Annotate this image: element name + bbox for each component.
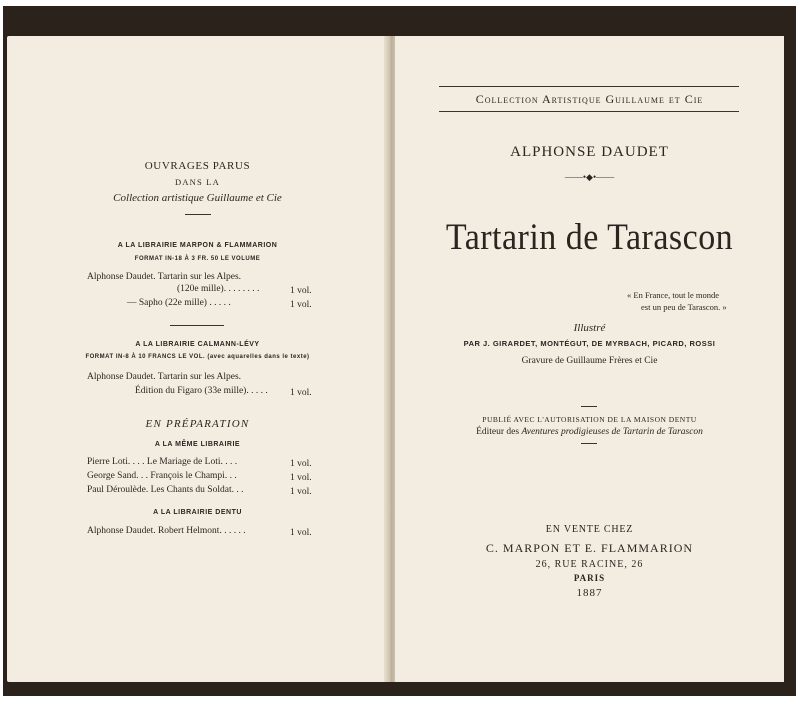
left-page bbox=[7, 36, 388, 682]
entry-tartarin-alpes-figaro: Alphonse Daudet. Tartarin sur les Alpes. bbox=[87, 372, 242, 382]
epigraph-line2: est un peu de Tarascon. » bbox=[641, 302, 727, 312]
entry-deroulede: Paul Déroulède. Les Chants du Soldat. . . bbox=[87, 485, 244, 495]
entry-sapho: — Sapho (22e mille) . . . . . bbox=[127, 298, 231, 308]
entry-tartarin-alpes: Alphonse Daudet. Tartarin sur les Alpes. bbox=[87, 272, 242, 282]
left-heading-ouvrages: OUVRAGES PARUS bbox=[144, 160, 251, 172]
left-heading-dans-la: DANS LA bbox=[175, 177, 220, 187]
publisher-address: 26, RUE RACINE, 26 bbox=[535, 559, 644, 570]
vol-label: 1 vol. bbox=[290, 487, 312, 497]
meme-librairie-title: A LA MÊME LIBRAIRIE bbox=[154, 441, 241, 448]
gravure-line: Gravure de Guillaume Frères et Cie bbox=[521, 356, 658, 366]
section-dentu-title: A LA LIBRAIRIE DENTU bbox=[153, 509, 242, 516]
section-marpon-format: FORMAT IN-18 À 3 FR. 50 LE VOLUME bbox=[134, 256, 261, 262]
illustrators-line: PAR J. GIRARDET, MONTÉGUT, DE MYRBACH, PICARD, ROSSI bbox=[463, 339, 716, 348]
editeur-line bbox=[395, 427, 784, 437]
entry-loti: Pierre Loti. . . . Le Mariage de Loti. . . . bbox=[87, 457, 238, 467]
editeur-prefix: Éditeur des bbox=[476, 427, 522, 437]
divider bbox=[170, 325, 224, 326]
section-calmann-format: FORMAT IN-8 À 10 FRANCS LE VOL. (avec aquarelles dans le texte) bbox=[85, 354, 310, 360]
divider bbox=[581, 443, 597, 444]
publication-year: 1887 bbox=[576, 587, 603, 599]
divider bbox=[581, 406, 597, 407]
section-calmann-title: A LA LIBRAIRIE CALMANN-LÉVY bbox=[135, 341, 260, 348]
ornament-divider: ——•◆•—— bbox=[564, 172, 615, 182]
author-name: ALPHONSE DAUDET bbox=[510, 144, 669, 160]
publisher-city: PARIS bbox=[573, 573, 606, 583]
entry-edition-figaro: Édition du Figaro (33e mille). . . . . bbox=[135, 386, 268, 396]
entry-robert-helmont: Alphonse Daudet. Robert Helmont. . . . . . bbox=[87, 526, 246, 536]
top-rule bbox=[439, 86, 739, 87]
section-marpon-title: A LA LIBRAIRIE MARPON & FLAMMARION bbox=[117, 242, 278, 249]
en-vente-chez: EN VENTE CHEZ bbox=[545, 524, 634, 535]
vol-label: 1 vol. bbox=[290, 473, 312, 483]
vol-label: 1 vol. bbox=[290, 286, 312, 296]
bottom-rule bbox=[439, 111, 739, 112]
epigraph-line1: « En France, tout le monde bbox=[627, 290, 720, 300]
right-page bbox=[395, 36, 784, 682]
editeur-work: Aventures prodigieuses de Tartarin de Tarascon bbox=[521, 427, 703, 437]
divider bbox=[185, 214, 211, 215]
book-title: Tartarin de Tarascon bbox=[445, 217, 734, 258]
open-book bbox=[3, 6, 796, 696]
publisher-name: C. MARPON ET E. FLAMMARION bbox=[485, 541, 694, 555]
vol-label: 1 vol. bbox=[290, 388, 312, 398]
en-preparation-title: EN PRÉPARATION bbox=[145, 418, 250, 430]
vol-label: 1 vol. bbox=[290, 528, 312, 538]
entry-tartarin-alpes-mille: (120e mille). . . . . . . . bbox=[177, 284, 260, 294]
authorisation-line: PUBLIÉ AVEC L'AUTORISATION DE LA MAISON DENTU bbox=[482, 415, 697, 424]
entry-sand: George Sand. . . François le Champi. . . bbox=[87, 471, 237, 481]
illustre-label: Illustré bbox=[573, 322, 606, 334]
vol-label: 1 vol. bbox=[290, 459, 312, 469]
left-heading-collection: Collection artistique Guillaume et Cie bbox=[113, 192, 282, 204]
collection-line: Collection Artistique Guillaume et Cie bbox=[475, 92, 704, 106]
vol-label: 1 vol. bbox=[290, 300, 312, 310]
